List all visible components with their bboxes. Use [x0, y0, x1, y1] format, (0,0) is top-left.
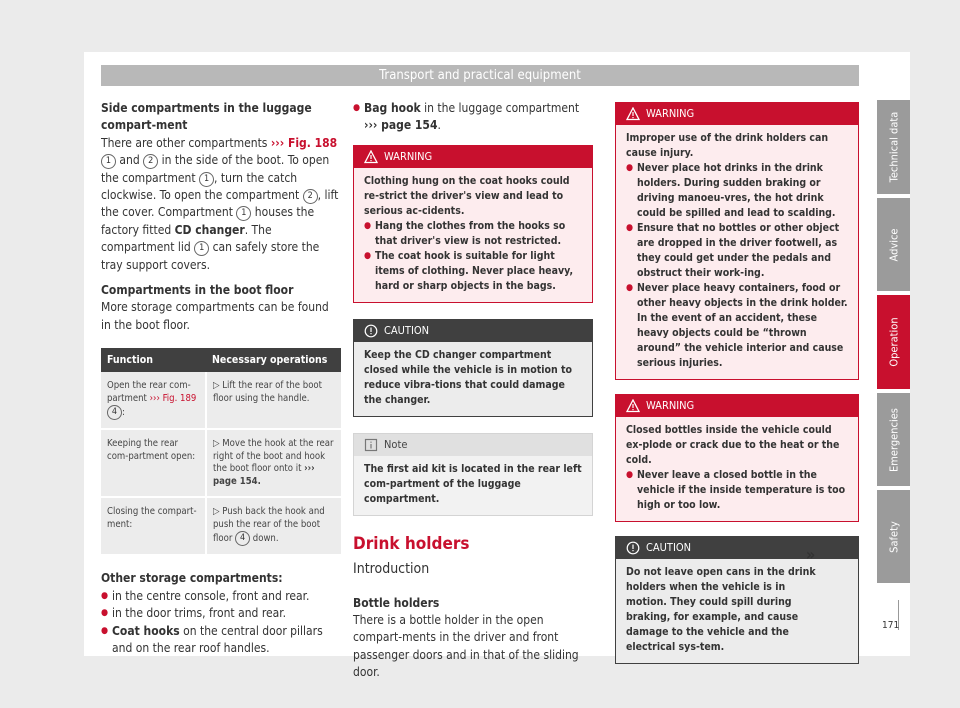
callout-1: 1: [101, 154, 116, 169]
warning-triangle-icon: [364, 150, 378, 164]
text-run: There are other compartments: [101, 135, 271, 150]
table-row: [101, 497, 341, 555]
note-box-body: The first aid kit is located in the rear left com-partment of the luggage compartment.: [354, 456, 592, 515]
caution-circle-icon: [626, 541, 640, 555]
tab-label: Emergencies: [887, 407, 900, 472]
bag-hook-list: [353, 100, 593, 135]
warning-text: Clothing hung on the coat hooks could re-strict the driver's view and lead to serious ac-cidents.: [364, 174, 570, 217]
caution-circle-icon: [364, 324, 378, 338]
text-run: . The compartment lid: [101, 222, 272, 255]
warning-box-body: [616, 125, 858, 379]
callout-1: 1: [194, 241, 209, 256]
note-box-header: [354, 434, 592, 456]
list-item: ● in the centre console, front and rear.: [101, 588, 341, 605]
section-title: Drink holders: [353, 533, 470, 554]
callout-1: 1: [236, 206, 251, 221]
text-run: in the side of the boot. To open the compartment: [101, 153, 330, 185]
bottle-holders-text: There is a bottle holder in the open compart-ments in the driver and front passenger doors and in that of the sliding door.: [353, 613, 579, 680]
caution-box: [615, 536, 859, 664]
other-compartments-list: [101, 588, 341, 658]
tab-label: Technical data: [887, 111, 900, 183]
warning-box-body: [616, 417, 858, 521]
fig-189-link[interactable]: ››› Fig. 189: [149, 392, 197, 404]
cell-text: Open the rear com-partment: [107, 380, 191, 404]
tab-advice[interactable]: [877, 198, 910, 291]
caution-box-body: Do not leave open cans in the drink holders when the vehicle is in motion. They could spill during braking, for example, and cause damage to the vehicle and the electrical sys-tem.: [616, 559, 858, 663]
callout-1: 1: [199, 172, 214, 187]
table-cell-function: Closing the compart-ment:: [101, 497, 206, 555]
continue-arrow: »: [806, 545, 816, 564]
section-subtitle: Introduction: [353, 561, 430, 578]
caution-label: CAUTION: [384, 323, 430, 337]
boot-floor-text: More storage compartments can be found in the boot floor.: [101, 300, 329, 332]
text-run: , turn the catch clockwise. To open the compartment: [101, 170, 303, 203]
table-header-row: [101, 348, 341, 372]
side-compartments-text: [101, 135, 341, 274]
warning-text: Closed bottles inside the vehicle could ex-plode or crack due to the heat or the cold.: [626, 424, 840, 466]
page-154-link[interactable]: ››› page 154.: [213, 463, 315, 487]
warning-box: [615, 394, 859, 522]
callout-4: 4: [107, 405, 122, 420]
warning-box-header: [354, 146, 592, 168]
tab-label: Operation: [887, 317, 900, 367]
other-compartments-heading: Other storage compartments:: [101, 571, 283, 586]
page: [84, 52, 910, 680]
text-run: and: [116, 153, 144, 168]
list-item: ● The coat hook is suitable for light items of clothing. Never place heavy, hard or sharp objects in the bags.: [364, 249, 584, 294]
table-cell-function: Keeping the rear com-partment open:: [101, 429, 206, 497]
caution-box: [353, 319, 593, 417]
callout-2: 2: [303, 189, 318, 204]
coat-hooks-term: Coat hooks: [112, 623, 180, 638]
page-header: Transport and practical equipment: [101, 65, 859, 86]
warning-box: [353, 145, 593, 303]
list-item: ● Never place hot drinks in the drink holders. During sudden braking or driving manoeu-vres, the hot drink could be spilled and lead to scalding.: [626, 161, 850, 221]
list-item: ● in the door trims, front and rear.: [101, 605, 341, 622]
caution-box-header: [616, 537, 858, 559]
warning-triangle-icon: [626, 399, 640, 413]
tab-label: Advice: [887, 228, 900, 261]
right-column: [615, 102, 859, 664]
warning-triangle-icon: [626, 107, 640, 121]
table-cell-function: [101, 372, 206, 429]
warning-label: WARNING: [384, 149, 433, 163]
note-label: Note: [384, 437, 408, 451]
bottle-holders-heading: Bottle holders: [353, 595, 440, 610]
warning-list: [364, 219, 584, 294]
warning-label: WARNING: [646, 399, 695, 412]
boot-floor-heading: Compartments in the boot floor: [101, 283, 294, 298]
warning-label: WARNING: [646, 107, 695, 120]
text-run: can safely store the tray support covers.: [101, 240, 320, 272]
side-compartments-heading: Side compartments in the luggage compart-ment: [101, 101, 312, 133]
warning-box: [615, 102, 859, 380]
warning-list: [626, 468, 850, 513]
warning-box-header: [616, 395, 858, 417]
list-item: [101, 623, 341, 658]
tab-emergencies[interactable]: [877, 393, 910, 486]
table-cell-operation: [206, 429, 341, 497]
table-header-operations: Necessary operations: [206, 348, 341, 372]
list-item: [353, 100, 593, 135]
table-cell-operation: ▷ Lift the rear of the boot floor using the handle.: [206, 372, 341, 429]
tab-operation[interactable]: [877, 295, 910, 389]
note-box: [353, 433, 593, 516]
text-run: .: [437, 118, 441, 133]
list-item: ● Hang the clothes from the hooks so that driver's view is not restricted.: [364, 219, 584, 249]
left-column: [101, 100, 341, 657]
cell-text: ▷ Move the hook at the rear right of the boot and hook the boot floor onto it: [213, 438, 334, 475]
table-header-function: Function: [101, 348, 206, 372]
list-item: ● Never leave a closed bottle in the vehicle if the inside temperature is too high or too low.: [626, 468, 850, 513]
tab-technical-data[interactable]: [877, 100, 910, 194]
cell-text: :: [122, 407, 125, 419]
warning-text: Improper use of the drink holders can cause injury.: [626, 132, 829, 159]
text-run: in the luggage compartment: [420, 101, 580, 115]
page-number: 171: [882, 620, 900, 631]
fig-188-link[interactable]: ››› Fig. 188: [270, 135, 338, 150]
cell-text: ▷ Push back the hook and push the rear of the boot floor: [213, 506, 325, 545]
text-run: , lift the cover. Compartment: [101, 188, 339, 220]
callout-2: 2: [143, 154, 158, 169]
table-cell-operation: [206, 497, 341, 555]
list-item: ● Never place heavy containers, food or other heavy objects in the drink holder. In the event of an accident, these heavy objects could be “thrown around” the vehicle interior and cause serious injuries.: [626, 281, 850, 371]
page-154-link[interactable]: ››› page 154: [364, 118, 438, 133]
warning-list: [626, 161, 850, 371]
warning-box-header: [616, 103, 858, 125]
info-icon: [364, 438, 378, 452]
table-row: [101, 429, 341, 497]
tab-safety[interactable]: [877, 490, 910, 583]
text-run: on the central door pillars and on the rear roof handles.: [112, 623, 323, 655]
warning-box-body: [354, 168, 592, 302]
list-item: ● Ensure that no bottles or other object are dropped in the driver footwell, as they could get under the pedals and obstruct their work-ing.: [626, 221, 850, 281]
cell-text: down.: [250, 533, 279, 545]
operations-table: [101, 348, 341, 556]
table-row: [101, 372, 341, 429]
middle-column: [353, 100, 593, 682]
bag-hook-term: Bag hook: [364, 101, 421, 115]
text-run: houses the factory fitted: [101, 205, 315, 237]
callout-4: 4: [235, 531, 250, 546]
caution-label: CAUTION: [646, 541, 692, 554]
caution-box-header: [354, 320, 592, 342]
tab-label: Safety: [887, 520, 900, 553]
cd-changer-term: CD changer: [174, 222, 245, 237]
caution-box-body: Keep the CD changer compartment closed while the vehicle is in motion to reduce vibra-tions that could damage the changer.: [354, 342, 592, 416]
